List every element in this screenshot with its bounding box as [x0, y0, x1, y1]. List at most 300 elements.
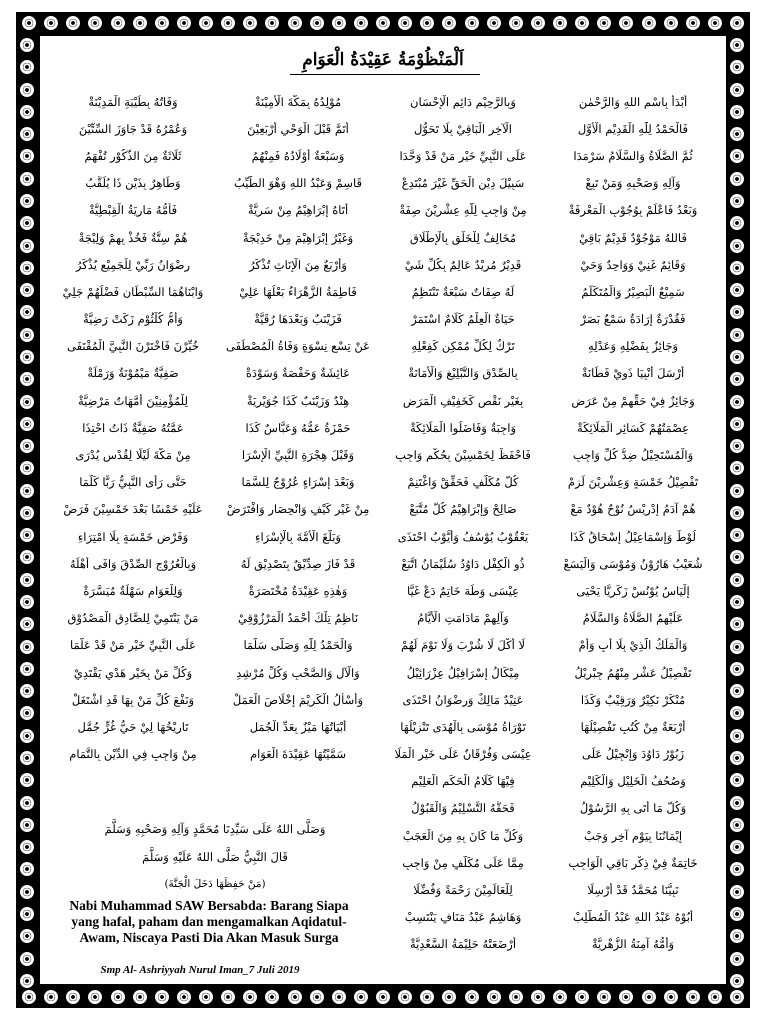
verse-hemistich: وَصُحُفُ الْخَلِيْلِ وَالْكَلِيْمِ [580, 774, 686, 789]
border-flower-icon [509, 990, 523, 1004]
border-flower-icon [442, 990, 456, 1004]
border-flower-icon [288, 990, 302, 1004]
verse-hemistich: بِالصِّدْقِ وَالتَّبْلِيْغِ وَالْأَمَانَةْ [408, 366, 518, 381]
verse-hemistich: وَبَعْدُ فَاعْلَمْ بِوُجُوْبِ الْمَعْرِفَةْ [568, 203, 698, 218]
border-flower-icon [730, 818, 744, 832]
verse-hemistich: وَالْمُسْتَحِيْلُ ضِدُّ كُلِّ وَاجِبِ [572, 448, 694, 463]
border-flower-icon [730, 550, 744, 564]
verse-row [48, 577, 718, 604]
border-flower-icon [730, 16, 744, 30]
border-flower-icon [20, 929, 34, 943]
border-flowers-bottom [22, 990, 744, 1004]
border-flower-icon [730, 885, 744, 899]
verse-hemistich: ثُمَّ الصَّلَاةُ وَالسَّلَامُ سَرْمَدَا [573, 148, 693, 163]
border-flower-icon [44, 990, 58, 1004]
verse-hemistich: وَالْآلِ وَالصَّحْبِ وَكُلِّ مُرْشِدِ [236, 665, 360, 680]
border-flower-icon [487, 16, 501, 30]
border-flower-icon [20, 372, 34, 386]
verse-hemistich: صَالِحْ وَإِبْرَاهِيْمُ كُلٌّ مُتَّبَعْ [409, 502, 517, 517]
border-flower-icon [310, 16, 324, 30]
verse-hemistich: فَقُدْرَةٌ إِرَادَةٌ سَمْعٌ بَصَرْ [580, 312, 686, 327]
border-flower-icon [20, 595, 34, 609]
verse-hemistich: وَعُمْرُهُ قَدْ جَاوَزَ السِّتِّيْنَ [78, 121, 188, 136]
verse-hemistich: سَمِيْعٌ الْبَصِيْرُ وَالْمُتَكَلِّمُ [581, 284, 685, 299]
border-flower-icon [730, 840, 744, 854]
border-flower-icon [199, 990, 213, 1004]
border-flowers-right [730, 38, 744, 988]
border-flower-icon [20, 484, 34, 498]
verse-row [48, 115, 718, 142]
border-flower-icon [730, 461, 744, 475]
verse-hemistich: لُوْطٌ وَإِسْمَاعِيْلُ إِسْحَاقُ كَذَا [569, 529, 696, 544]
border-flowers-left [20, 38, 34, 988]
border-flower-icon [243, 990, 257, 1004]
border-flower-icon [20, 706, 34, 720]
verse-hemistich: عَلَى النَّبِيِّ خَيْرِ مَنْ قَدْ وَحَّدَا [399, 148, 527, 163]
border-flower-icon [20, 952, 34, 966]
hadith-line: Awam, Niscaya Pasti Dia Akan Masuk Surga [79, 930, 339, 945]
verse-row [48, 659, 718, 686]
verse-hemistich: فَالْحَمْدُ لِلّٰهِ الْقَدِيْمِ الْأَوَّلِ [577, 121, 689, 136]
border-flower-icon [20, 818, 34, 832]
verse-hemistich: وَكُلِّ مَا كَانَ بِهِ مِنَ الْعَجَبْ [402, 828, 524, 843]
border-flower-icon [686, 990, 700, 1004]
verse-hemistich: فَحَقُّهُ التَّسْلِيْمُ وَالْقَبُوْلُ [411, 801, 515, 816]
border-flower-icon [111, 16, 125, 30]
border-flower-icon [20, 417, 34, 431]
border-flowers-top [22, 16, 744, 30]
verse-hemistich: عِيْسَى وَطَهَ خَاتِمٌ دَعْ غَيَّا [406, 583, 520, 598]
verse-hemistich: مُنْكَرْ نَكِيْرٌ وَرَقِيْبٌ وَكَذَا [580, 692, 686, 707]
border-flower-icon [730, 595, 744, 609]
border-flower-icon [20, 239, 34, 253]
title-underline [290, 74, 480, 75]
border-flower-icon [730, 506, 744, 520]
verse-hemistich: وَجَائِزٌ بِفَضْلِهِ وَعَدْلِهِ [587, 339, 679, 354]
verse-hemistich: إِلْيَاسُ يُوْنُسْ زَكَرِيَّا يَحْيَى [576, 583, 690, 598]
border-flower-icon [465, 16, 479, 30]
border-flower-icon [553, 990, 567, 1004]
border-flower-icon [730, 640, 744, 654]
verse-row [48, 251, 718, 278]
border-flower-icon [553, 16, 567, 30]
border-flower-icon [730, 796, 744, 810]
verse-hemistich: فَاللهُ مَوْجُوْدٌ قَدِيْمٌ بَاقِيْ [579, 230, 687, 245]
verse-hemistich: وَأَسْأَلُ الْكَرِيْمَ إِخْلَاصَ الْعَمَلْ [232, 692, 364, 707]
border-flower-icon [730, 773, 744, 787]
verse-hemistich: لِلْمُؤْمِنِيْنَ أُمَّهَاتٌ مَرْضِيَّةْ [78, 393, 188, 408]
verse-hemistich: فَزَيْنَبٌ وَبَعْدَهَا رُقَيَّةْ [254, 312, 342, 327]
verse-hemistich: حَتَّى رَأَى النَّبِيُّ رَبًّا كَلَّمَا [79, 475, 187, 490]
verse-hemistich: عَلَيْهِ خَمْسًا بَعْدَ خَمْسِيْنَ فَرَضْ [63, 502, 203, 517]
border-flower-icon [730, 484, 744, 498]
border-flower-icon [133, 16, 147, 30]
verse-hemistich: مَنْ يَنْتَمِيْ لِلصَّادِقِ الْمَصْدُوْقِ [67, 611, 199, 626]
border-flower-icon [20, 506, 34, 520]
verse-hemistich: مِنْ وَاجِبٍ فِي الدِّيْنِ بِالتَّمَامِ [69, 747, 197, 762]
verse-row [48, 605, 718, 632]
verse-row [48, 224, 718, 251]
verse-hemistich: عَلَى النَّبِيِّ خَيْرِ مَنْ قَدْ عَلَّمَا [70, 638, 196, 653]
border-flower-icon [20, 350, 34, 364]
verse-hemistich: وَفَرْضِ خَمْسَةٍ بِلَا امْتِرَاءِ [77, 529, 189, 544]
verse-hemistich: خَاتِمَةٌ فِيْ ذِكْرِ بَاقِي الْوَاجِبِ [568, 855, 698, 870]
border-flower-icon [20, 328, 34, 342]
border-flower-icon [730, 439, 744, 453]
border-flower-icon [20, 974, 34, 988]
verse-hemistich: وَسَبْعَةٌ أَوْلَادُهُ فَمِنْهُمُ [251, 148, 345, 163]
verse-row [48, 496, 718, 523]
border-flower-icon [730, 60, 744, 74]
verse-hemistich: وَكُلِّ مَنْ بِخَيْرِ هَدْيٍ يَقْتَدِيْ [73, 665, 193, 680]
border-flower-icon [531, 990, 545, 1004]
border-flower-icon [20, 216, 34, 230]
border-flower-icon [111, 990, 125, 1004]
verse-hemistich: كُلَّ مُكَلَّفٍ فَحَقِّقْ وَاغْتَنِمْ [407, 475, 519, 490]
verse-hemistich: وَآلِهِ وَصَحْبِهِ وَمَنْ تَبِعْ [585, 176, 681, 191]
border-flower-icon [20, 261, 34, 275]
border-flower-icon [531, 16, 545, 30]
border-flower-icon [730, 172, 744, 186]
border-flower-icon [730, 929, 744, 943]
border-flower-icon [619, 16, 633, 30]
border-flower-icon [20, 172, 34, 186]
verse-hemistich: فَأُمُّهُ مَارِيَةُ الْقِبْطِيَّةْ [88, 203, 178, 218]
border-flower-icon [20, 305, 34, 319]
verse-hemistich: وَطَاهِرٌ بِذَيْنِ ذَا يُلَقَّبُ [85, 176, 181, 191]
border-flower-icon [730, 617, 744, 631]
content-area [40, 36, 726, 984]
border-flower-icon [442, 16, 456, 30]
border-flower-icon [730, 350, 744, 364]
verse-hemistich: مِنْ وَاجِبٍ لِلّٰهِ عِشْرِيْنَ صِفَةْ [399, 203, 527, 218]
verse-hemistich: وَجَائِزٌ فِيْ حَقِّهِمْ مِنْ عَرَضِ [571, 393, 695, 408]
border-flower-icon [619, 990, 633, 1004]
border-flower-icon [575, 16, 589, 30]
border-flower-icon [20, 907, 34, 921]
border-flower-icon [265, 16, 279, 30]
border-flower-icon [708, 990, 722, 1004]
verse-hemistich: وَالْمَلَكُ الَّذِيْ بِلَا أَبٍ وَأُمْ [578, 638, 688, 653]
verse-hemistich: فَاحْفَظْ لِخَمْسِيْنَ بِحُكْمٍ وَاجِبِ [395, 448, 531, 463]
verse-hemistich: أَرْبَعَةٌ مِنْ كُتُبٍ تَفْصِيْلُهَا [580, 719, 686, 734]
verse-hemistich: سَبِيْلَ دِيْنِ الْحَقِّ غَيْرَ مُبْتَدِعْ [401, 176, 525, 191]
verse-hemistich: تَفْصِيْلُ عَشْرٍ مِنْهُمُ جِبْرِيْلُ [574, 665, 692, 680]
border-flower-icon [20, 105, 34, 119]
verse-hemistich: فِيْهَا كَلَامُ الْحَكَمِ الْعَلِيْمِ [411, 774, 515, 789]
border-flower-icon [376, 990, 390, 1004]
border-flower-icon [20, 662, 34, 676]
border-flower-icon [177, 990, 191, 1004]
verse-hemistich: وَفَاتُهُ بِطَيْبَةِ الْمَدِيْنَةْ [88, 94, 178, 109]
border-flower-icon [730, 149, 744, 163]
verse-hemistich: وَبِالرَّحِيْمِ دَائِمِ الْإِحْسَانِ [410, 94, 516, 109]
closing-hadith-text: (مَنْ حَفِظَهَا دَخَلَ الْجَنَّةَ) [164, 878, 266, 890]
border-flower-icon [243, 16, 257, 30]
border-flower-icon [664, 990, 678, 1004]
verse-hemistich: نَاظِمُ تِلْكَ أَحْمَدُ الْمَرْزُوْقِيْ [237, 611, 359, 626]
verse-hemistich: ثَلَاثَةٌ مِنَ الذُّكُوْرِ تُفْهَمُ [84, 148, 182, 163]
closing-hadith-intro: قَالَ النَّبِيُّ صَلَّى اللهُ عَلَيْهِ وَسَلَّمَ [142, 850, 288, 864]
border-flower-icon [730, 907, 744, 921]
border-flower-icon [509, 16, 523, 30]
border-flower-icon [642, 990, 656, 1004]
verse-hemistich: تَفْصِيْلُ خَمْسَةٍ وَعِشْرِيْنَ لَزِمْ [567, 475, 699, 490]
verse-hemistich: مُوْلِدُهُ بِمَكَّةَ الْأَمِيْنَةْ [254, 94, 342, 109]
verse-hemistich: أَرْضَعَتْهُ حَلِيْمَةُ السَّعْدِيَّةْ [409, 937, 517, 952]
border-flower-icon [22, 16, 36, 30]
border-flower-icon [597, 16, 611, 30]
verse-row [48, 360, 718, 387]
border-flower-icon [221, 990, 235, 1004]
verse-hemistich: أَبْيَاتُهَا مَيْزٌ بِعَدِّ الْجُمَلِ [249, 719, 347, 734]
verse-row [48, 387, 718, 414]
verse-hemistich: عِيْسَى وَفُرْقَانٌ عَلَى خَيْرِ الْمَلَا [394, 747, 532, 762]
verse-row [48, 170, 718, 197]
border-flower-icon [20, 149, 34, 163]
verse-hemistich: وَأُمُّهُ آمِنَةُ الزُّهْرِيَّةْ [591, 937, 675, 952]
border-flower-icon [177, 16, 191, 30]
border-flower-icon [20, 60, 34, 74]
border-flower-icon [66, 990, 80, 1004]
verse-row [48, 142, 718, 169]
border-flower-icon [730, 105, 744, 119]
verse-hemistich: حَمْزَةُ عَمُّهُ وَعَبَّاسٌ كَذَا [245, 420, 351, 435]
verse-row [48, 306, 718, 333]
verse-hemistich: الْآخِرِ الْبَاقِيْ بِلَا تَحَوُّلِ [414, 121, 512, 136]
verse-hemistich: قَدْ فَازَ صِدِّيْقٌ بِتَصْدِيْقٍ لَهُ [240, 556, 356, 571]
verse-hemistich: وَقَائِمٌ غَنِيْ وَوَاحِدٌ وَحَيْ [580, 257, 686, 272]
verse-hemistich: يَعْقُوْبُ يُوْسُفُ وَأَيُّوْبُ احْتَذَى [397, 529, 529, 544]
verse-row [48, 768, 718, 795]
border-flower-icon [730, 573, 744, 587]
border-flower-icon [398, 16, 412, 30]
border-flower-icon [20, 751, 34, 765]
border-flower-icon [88, 990, 102, 1004]
verse-hemistich: وَابْنَاهُمَا السِّبْطَانِ فَضْلُهُمْ جَلِيْ [62, 284, 204, 299]
border-flower-icon [730, 729, 744, 743]
verse-hemistich: صَفِيَّةٌ مَيْمُوْنَةٌ وَرَمْلَةْ [87, 366, 179, 381]
border-flower-icon [20, 796, 34, 810]
border-flower-icon [133, 990, 147, 1004]
border-flower-icon [730, 38, 744, 52]
border-flower-icon [420, 990, 434, 1004]
border-flower-icon [465, 990, 479, 1004]
verse-row [48, 741, 718, 768]
verse-hemistich: وَبَلَّغَ الْأُمَّةَ بِالْإِسْرَاءِ [255, 529, 341, 544]
border-flower-icon [730, 706, 744, 720]
verse-hemistich: قَاسِمْ وَعَبْدُ اللهِ وَهْوَ الطَّيِّبُ [234, 176, 362, 191]
border-flower-icon [66, 16, 80, 30]
border-flower-icon [730, 194, 744, 208]
border-flower-icon [155, 990, 169, 1004]
border-flower-icon [44, 16, 58, 30]
verse-hemistich: وَالْحَمْدُ لِلّٰهِ وَصَلَّى سَلَّمَا [243, 638, 353, 653]
verse-row [48, 550, 718, 577]
border-flower-icon [20, 38, 34, 52]
border-flower-icon [20, 461, 34, 475]
verse-hemistich: رِضْوَانُ رَبِّيْ لِلْجَمِيْعِ يُذْكَرُ [75, 257, 191, 272]
border-flower-icon [288, 16, 302, 30]
verse-hemistich: وَلِلْعَوَامِ سَهْلَةٌ مُيَسَّرَةْ [83, 583, 183, 598]
verse-hemistich: هُمْ سِتَّةٌ فَخُذْ بِهِمْ وَلِيْجَةْ [78, 230, 188, 245]
border-flower-icon [332, 16, 346, 30]
border-flower-icon [730, 751, 744, 765]
verse-hemistich: هُمْ آدَمُ إِدْرِيْسُ نُوْحٌ هُوْدٌ مَعْ [570, 502, 696, 517]
verse-hemistich: مِنْ مَكَّةَ لَيْلًا لِقُدْسٍ يُدْرَى [75, 448, 191, 463]
border-flower-icon [20, 395, 34, 409]
verse-row [48, 469, 718, 496]
border-flower-icon [420, 16, 434, 30]
border-flower-icon [20, 283, 34, 297]
verse-hemistich: بِغَيْرِ نَقْصٍ كَخَفِيْفِ الْمَرَضِ [402, 393, 524, 408]
verse-hemistich: وَبَعْدَ إِسْرَاءٍ عُرُوْجٌ لِلسَّمَا [241, 475, 355, 490]
verse-hemistich: عَمَّتُهُ صَفِيَّةٌ ذَاتُ احْتِذَا [82, 420, 184, 435]
verse-hemistich: حَيَاةٌ الْعِلْمُ كَلَامٌ اسْتَمَرْ [411, 312, 515, 327]
border-flower-icon [686, 16, 700, 30]
border-flower-icon [221, 16, 235, 30]
border-flower-icon [20, 862, 34, 876]
border-flower-icon [20, 573, 34, 587]
border-flower-icon [20, 439, 34, 453]
verse-row [48, 88, 718, 115]
verse-hemistich: وَنَفْعَ كُلِّ مَنْ بِهَا قَدِ اشْتَغَلْ [71, 692, 195, 707]
verse-row [48, 632, 718, 659]
verse-hemistich: أَتَمَّ قَبْلَ الْوَحْيِ أَرْبَعِيْنَ [247, 121, 349, 136]
verse-hemistich: عَنْ تِسْعِ نِسْوَةٍ وَفَاةُ الْمُصْطَفَى [226, 339, 370, 354]
verse-hemistich: ذُو الْكِفْلِ دَاوُدُ سُلَيْمَانُ اتَّبَعْ [401, 556, 525, 571]
border-flower-icon [708, 16, 722, 30]
verse-row [48, 414, 718, 441]
verse-hemistich: أَرْسَلَ أَنْبِيَا ذَوِيْ فَطَانَةْ [581, 366, 685, 381]
verse-hemistich: مِنْ غَيْرِ كَيْفٍ وَانْحِصَارٍ وَافْتَرَضْ [226, 502, 370, 517]
border-flower-icon [487, 990, 501, 1004]
border-flower-icon [730, 127, 744, 141]
border-flower-icon [20, 194, 34, 208]
border-flower-icon [730, 662, 744, 676]
border-flower-icon [730, 395, 744, 409]
border-flower-icon [199, 16, 213, 30]
verse-hemistich: وَأُمُّ كُلْثُوْمٍ زَكَتْ رَضِيَّةْ [83, 312, 183, 327]
border-flower-icon [310, 990, 324, 1004]
verse-hemistich: وَكُلُّ مَا أَتَى بِهِ الرَّسُوْلُ [579, 801, 687, 816]
verse-hemistich: وَأَرْبَعٌ مِنَ الْإِنَاثِ تُذْكَرُ [249, 257, 347, 272]
verse-hemistich: أَبْدَأُ بِاسْمِ اللهِ وَالرَّحْمٰنِ [578, 94, 688, 109]
verse-hemistich: مِمَّا عَلَى مُكَلَّفٍ مِنْ وَاجِبِ [402, 855, 524, 870]
border-flower-icon [730, 239, 744, 253]
verse-row [48, 333, 718, 360]
border-flower-icon [22, 990, 36, 1004]
hadith-translation [44, 898, 374, 946]
verse-hemistich: تَارِيْخُهَا لِيْ حَيُّ غُرٍّ جُمَّلِ [77, 719, 189, 734]
border-flower-icon [20, 840, 34, 854]
border-flower-icon [730, 328, 744, 342]
border-flower-icon [730, 261, 744, 275]
border-flower-icon [575, 990, 589, 1004]
verse-row [48, 197, 718, 224]
verse-row [48, 278, 718, 305]
border-flower-icon [20, 550, 34, 564]
border-flower-icon [354, 990, 368, 1004]
border-flower-icon [597, 990, 611, 1004]
verse-hemistich: فَاطِمَةُ الزَّهْرَاءُ بَعْلُهَا عَلِيْ [239, 284, 357, 299]
border-flower-icon [730, 216, 744, 230]
border-flower-icon [332, 990, 346, 1004]
border-flower-icon [88, 16, 102, 30]
verse-hemistich: لِلْعَالَمِيْنَ رَحْمَةً وَفُضِّلَا [413, 883, 513, 898]
border-flower-icon [20, 885, 34, 899]
border-flower-icon [265, 990, 279, 1004]
closing-salawat: وَصَلَّى اللهُ عَلَى سَيِّدِنَا مُحَمَّدٍ وَآلِهِ وَصَحْبِهِ وَسَلَّمَ [104, 822, 326, 836]
verse-hemistich: وَاجِبَةٌ وَفَاضَلُوا الْمَلَائِكَةْ [410, 420, 516, 435]
verse-hemistich: وَغَيْرُ إِبْرَاهِيْمَ مِنْ خَدِيْجَةْ [242, 230, 354, 245]
border-flower-icon [20, 729, 34, 743]
border-flower-icon [20, 83, 34, 97]
verse-hemistich: هِنْدٌ وَزَيْنَبٌ كَذَا جُوَيْرِيَةْ [246, 393, 350, 408]
verse-hemistich: سَمَّيْتُهَا عَقِيْدَةَ الْعَوَامِ [249, 747, 347, 762]
border-flower-icon [730, 952, 744, 966]
border-flower-icon [398, 990, 412, 1004]
border-flower-icon [664, 16, 678, 30]
verse-hemistich: زَبُوْرُ دَاوُدَ وَإِنْجِيْلُ عَلَى [581, 747, 684, 762]
verse-row [48, 713, 718, 740]
border-flower-icon [20, 640, 34, 654]
border-flower-icon [354, 16, 368, 30]
verse-hemistich: خُيِّرْنَ فَاخْتَرْنَ النَّبِيَّ الْمُقْتَفَى [67, 339, 199, 354]
border-flower-icon [155, 16, 169, 30]
border-flower-icon [376, 16, 390, 30]
verse-hemistich: وَآلِهِمْ مَادَامَتِ الْأَيَّامُ [417, 611, 509, 626]
border-flower-icon [20, 617, 34, 631]
verse-hemistich: لَا أَكْلَ لَا شُرْبَ وَلَا نَوْمَ لَهُمْ [400, 638, 526, 653]
verse-hemistich: وَهٰذِهِ عَقِيْدَةٌ مُخْتَصَرَةْ [248, 583, 348, 598]
verse-hemistich: قَدِيْرٌ مُرِيْدٌ عَالِمٌ بِكُلِّ شَيْ [404, 257, 522, 272]
border-flower-icon [730, 974, 744, 988]
border-flower-icon [730, 684, 744, 698]
verse-row [48, 523, 718, 550]
border-flower-icon [730, 417, 744, 431]
verse-hemistich: تَوْرَاةُ مُوْسَى بِالْهُدَى تَنْزِيْلُهَا [400, 719, 526, 734]
verse-hemistich: عَتِيْدٌ مَالِكٌ وَرِضْوَانُ احْتَذَى [402, 692, 524, 707]
verse-hemistich: لَهُ صِفَاتٌ سَبْعَةٌ تَنْتَظِمُ [411, 284, 515, 299]
verse-hemistich: عَائِشَةٌ وَحَفْصَةٌ وَسَوْدَةْ [245, 366, 351, 381]
verse-hemistich: وَهَاشِمٌ عَبْدُ مَنَافٍ يَنْتَسِبْ [404, 910, 522, 925]
verse-row [48, 795, 718, 822]
border-flower-icon [20, 773, 34, 787]
border-flower-icon [730, 372, 744, 386]
hadith-line: Nabi Muhammad SAW Bersabda: Barang Siapa [69, 898, 349, 913]
verse-hemistich: أَبُوْهُ عَبْدُ اللهِ عَبْدُ الْمُطَّلِبْ [572, 910, 694, 925]
footer-credit: Smp Al- Ashriyyah Nurul Iman_7 Juli 2019 [100, 964, 300, 976]
border-flower-icon [730, 305, 744, 319]
hadith-line: yang hafal, paham dan mengamalkan Aqidatul- [71, 914, 347, 929]
border-flower-icon [20, 528, 34, 542]
border-flower-icon [730, 990, 744, 1004]
verse-hemistich: وَبِالْعُرُوْجِ الصِّدْقَ وَافَى أَهْلَهُ [69, 556, 197, 571]
verse-hemistich: نَبِيُّنَا مُحَمَّدٌ قَدْ أُرْسِلَا [587, 883, 679, 898]
verse-hemistich: وَقَبْلَ هِجْرَةِ النَّبِيِّ الْإِسْرَا [241, 448, 355, 463]
verse-hemistich: إِيْمَانُنَا بِيَوْمِ آخِرٍ وَجَبْ [583, 828, 683, 843]
verse-hemistich: شُعَيْبُ هَارُوْنُ وَمُوْسَى وَالْيَسَعْ [563, 556, 703, 571]
verse-hemistich: أَتَاهُ إِبْرَاهِيْمُ مِنْ سَرِيَّةْ [247, 203, 349, 218]
border-flower-icon [730, 528, 744, 542]
border-flower-icon [730, 862, 744, 876]
border-flower-icon [20, 684, 34, 698]
verse-row [48, 686, 718, 713]
border-flower-icon [730, 83, 744, 97]
verse-hemistich: تَرْكٌ لِكُلِّ مُمْكِنٍ كَفِعْلِهِ [411, 339, 515, 354]
border-flower-icon [642, 16, 656, 30]
